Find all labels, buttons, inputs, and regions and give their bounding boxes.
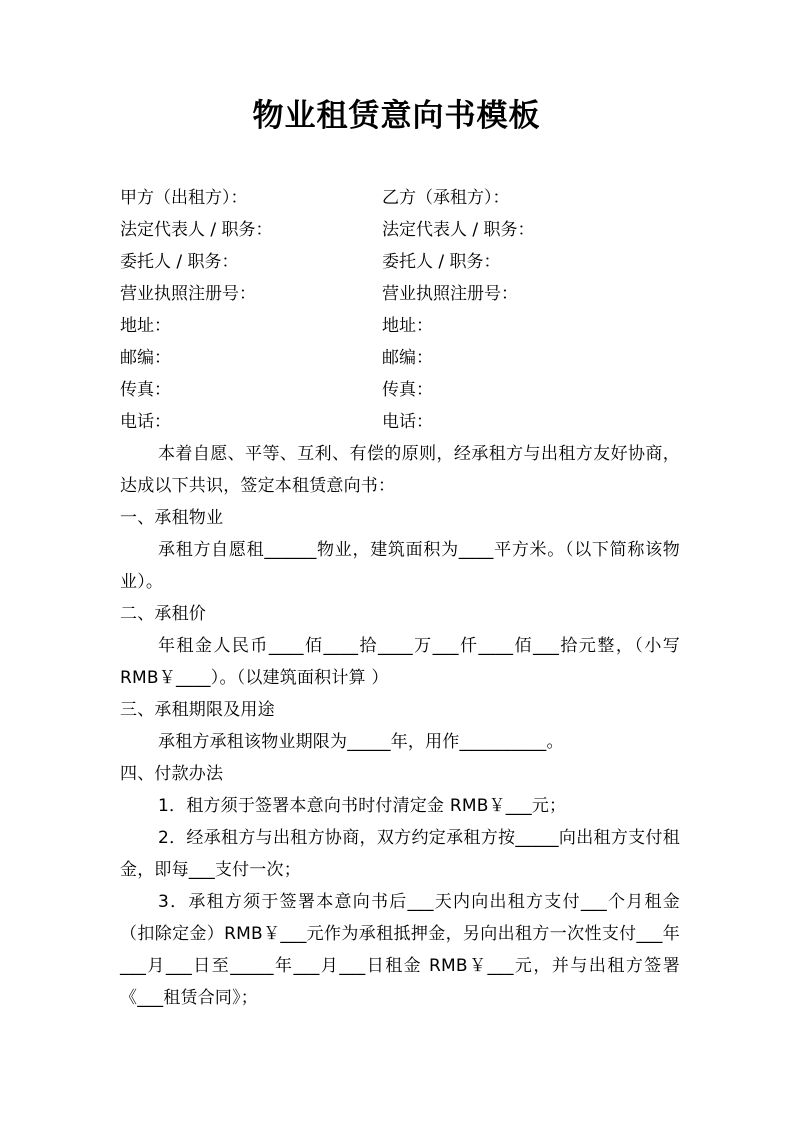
- payment-clause-2: 2．经承租方与出租方协商，双方约定承租方按_____向出租方支付租金，即每___支付一次；: [120, 828, 680, 880]
- lessee-agent-label: 委托人 / 职务：: [382, 252, 501, 272]
- party-row-agent: [120, 246, 680, 278]
- lessee-label: 乙方（承租方）：: [382, 188, 510, 208]
- lessor-fax-label: 传真：: [120, 380, 171, 400]
- party-row-postcode: [120, 342, 680, 374]
- lessor-label: 甲方（出租方）：: [120, 188, 248, 208]
- section-rent-paragraph: 年租金人民币____佰____拾____万___仟____佰___拾元整，（小写 RMB￥____）。（以建筑面积计算 ）: [120, 636, 680, 688]
- section-heading-term: 三、承租期限及用途: [120, 700, 275, 720]
- lessee-fax-label: 传真：: [382, 380, 433, 400]
- payment-clause-1: 1．租方须于签署本意向书时付清定金 RMB￥___元；: [158, 796, 567, 816]
- party-row-party: [120, 182, 680, 214]
- document-title: 物业租赁意向书模板: [252, 98, 541, 134]
- party-row-license: [120, 278, 680, 310]
- lessor-legal-rep-label: 法定代表人 / 职务：: [120, 220, 273, 240]
- intro-paragraph: 本着自愿、平等、互利、有偿的原则，经承租方与出租方友好协商，达成以下共识，签定本租赁意向书：: [120, 444, 680, 496]
- party-info-block: [120, 182, 680, 438]
- lessor-address-label: 地址：: [120, 316, 171, 336]
- section-property-paragraph: 承租方自愿租______物业，建筑面积为____平方米。（以下简称该物业）。: [120, 540, 680, 592]
- party-row-address: [120, 310, 680, 342]
- party-row-legal-rep: [120, 214, 680, 246]
- section-heading-property: 一、承租物业: [120, 508, 224, 528]
- payment-clause-3: 3．承租方须于签署本意向书后___天内向出租方支付___个月租金（扣除定金）RMB￥___元作为承租抵押金，另向出租方一次性支付___年___月___日至_____年___月___日租金 RMB￥___元，并与出租方签署《___租赁合同》；: [120, 892, 680, 1008]
- lessee-phone-label: 电话：: [382, 412, 433, 432]
- party-row-fax: [120, 374, 680, 406]
- section-term-paragraph: 承租方承租该物业期限为_____年，用作__________。: [158, 732, 564, 752]
- lessee-postcode-label: 邮编：: [382, 348, 433, 368]
- lessor-agent-label: 委托人 / 职务：: [120, 252, 239, 272]
- lessee-license-label: 营业执照注册号：: [382, 284, 518, 304]
- party-row-phone: [120, 406, 680, 438]
- lessee-legal-rep-label: 法定代表人 / 职务：: [382, 220, 535, 240]
- lessor-phone-label: 电话：: [120, 412, 171, 432]
- document-body: [120, 438, 680, 1014]
- section-heading-payment: 四、付款办法: [120, 764, 224, 784]
- lessor-postcode-label: 邮编：: [120, 348, 171, 368]
- lessee-address-label: 地址：: [382, 316, 433, 336]
- section-heading-rent: 二、承租价: [120, 604, 206, 624]
- lessor-license-label: 营业执照注册号：: [120, 284, 256, 304]
